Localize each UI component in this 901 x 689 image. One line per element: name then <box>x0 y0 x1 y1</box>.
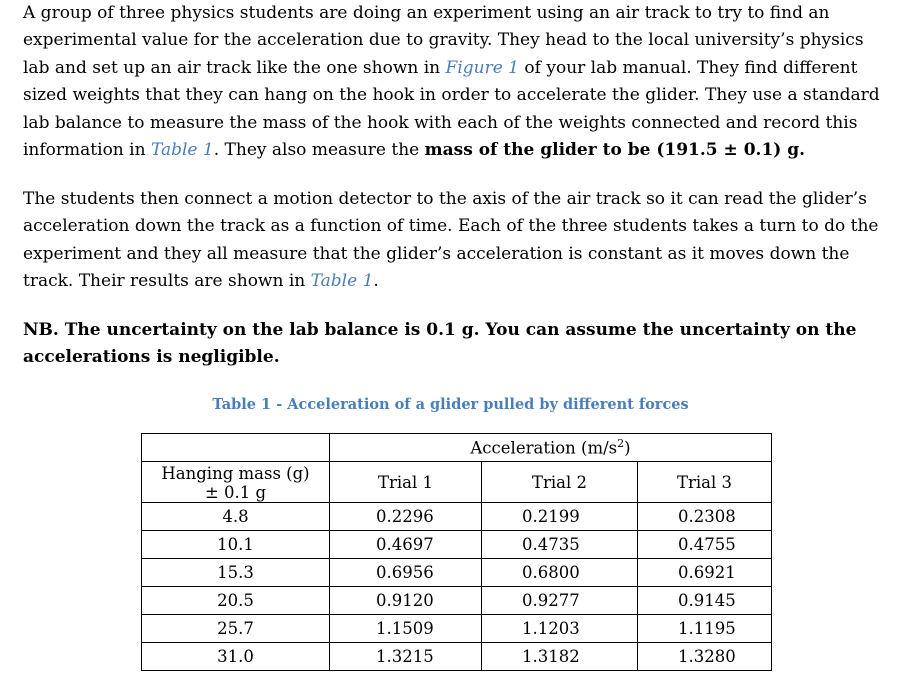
mass-header-line2: ± 0.1 g <box>204 483 267 502</box>
trial-3-cell: 1.3280 <box>638 643 772 671</box>
trial-2-header: Trial 2 <box>482 462 638 503</box>
trial-1-cell: 1.1509 <box>330 615 482 643</box>
mass-header-line1: Hanging mass (g) <box>161 464 310 483</box>
figure-1-reference[interactable]: Figure 1 <box>445 57 520 78</box>
empty-header-cell <box>142 434 330 462</box>
acceleration-header-text: Acceleration (m/s <box>470 438 618 458</box>
table-caption: Table 1 - Acceleration of a glider pulled by different forces <box>212 396 689 413</box>
uncertainty-note: NB. The uncertainty on the lab balance is 0.1 g. You can assume the uncertainty on the accelerations is negligible. <box>23 320 857 368</box>
trial-3-cell: 0.6921 <box>638 559 772 587</box>
intro-text-d: . <box>799 140 806 161</box>
table-header-row-1 <box>142 434 772 462</box>
table-1-reference-2[interactable]: Table 1 <box>310 271 374 292</box>
trial-2-cell: 1.1203 <box>482 615 638 643</box>
intro-text-c: . They also measure the <box>213 140 425 161</box>
mass-header <box>142 462 330 503</box>
acceleration-header-close: ) <box>624 438 631 458</box>
trial-3-header: Trial 3 <box>638 462 772 503</box>
trial-2-cell: 0.6800 <box>482 559 638 587</box>
table-row <box>142 559 772 587</box>
table-row <box>142 587 772 615</box>
table-row <box>142 531 772 559</box>
trial-1-cell: 0.4697 <box>330 531 482 559</box>
trial-2-cell: 0.9277 <box>482 587 638 615</box>
trial-1-cell: 1.3215 <box>330 643 482 671</box>
mass-cell: 15.3 <box>142 559 330 587</box>
mass-cell: 4.8 <box>142 503 330 531</box>
table-row <box>142 643 772 671</box>
mass-cell: 31.0 <box>142 643 330 671</box>
trial-3-cell: 0.9145 <box>638 587 772 615</box>
procedure-text-b: . <box>373 271 379 292</box>
table-1-reference[interactable]: Table 1 <box>150 140 214 161</box>
trial-2-cell: 0.2199 <box>482 503 638 531</box>
intro-text-b: of your lab manual. They find different sized weights that they can hang on the hook in order to accelerate the glider. They use a standard lab balance to measure the mass of the hook with each of the weights connected and record this information in <box>23 57 880 161</box>
mass-cell: 20.5 <box>142 587 330 615</box>
procedure-text-a: The students then connect a motion detector to the axis of the air track so it can read the glider’s acceleration down the track as a function of time. Each of the three students takes a turn to do the experiment and they all measure that the glider’s acceleration is constant as it moves down the track. Their results are shown in <box>23 189 879 292</box>
trial-2-cell: 0.4735 <box>482 531 638 559</box>
trial-1-cell: 0.2296 <box>330 503 482 531</box>
trial-3-cell: 0.4755 <box>638 531 772 559</box>
procedure-paragraph <box>23 186 893 296</box>
table-row <box>142 503 772 531</box>
trial-1-header: Trial 1 <box>330 462 482 503</box>
trial-3-cell: 1.1195 <box>638 615 772 643</box>
acceleration-header-exponent: 2 <box>617 437 625 451</box>
trial-2-cell: 1.3182 <box>482 643 638 671</box>
intro-text-a: A group of three physics students are doing an experiment using an air track to try to find an experimental value for the acceleration due to gravity. They head to the local university’s physics lab and set up an air track like the one shown in <box>23 3 864 78</box>
acceleration-table <box>141 433 772 671</box>
mass-cell: 25.7 <box>142 615 330 643</box>
acceleration-header <box>330 434 772 462</box>
trial-1-cell: 0.6956 <box>330 559 482 587</box>
glider-mass-text: mass of the glider to be (191.5 ± 0.1) g <box>424 140 800 161</box>
table-row <box>142 615 772 643</box>
intro-paragraph <box>23 0 893 164</box>
trial-1-cell: 0.9120 <box>330 587 482 615</box>
mass-cell: 10.1 <box>142 531 330 559</box>
trial-3-cell: 0.2308 <box>638 503 772 531</box>
table-header-row-2 <box>142 462 772 503</box>
